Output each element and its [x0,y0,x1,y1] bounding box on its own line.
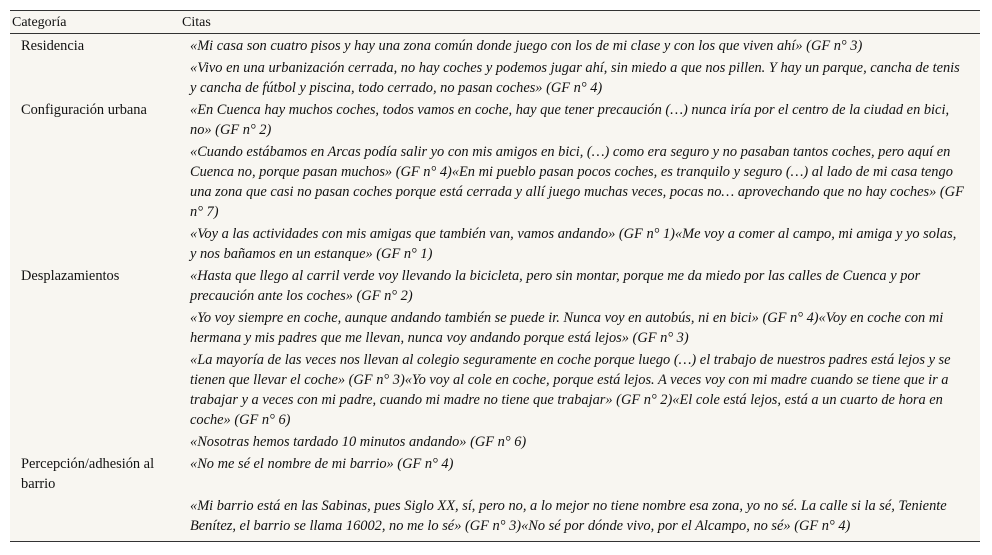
quote-cell: «Nosotras hemos tardado 10 minutos andando» (GF n° 6) [182,431,980,453]
header-quotes: Citas [182,11,980,34]
quote-cell: «Mi casa son cuatro pisos y hay una zona común donde juego con los de mi clase y con los que viven ahí» (GF n° 3) [182,34,980,58]
quote-cell: «En Cuenca hay muchos coches, todos vamos en coche, hay que tener precaución (…) nunca iría por el centro de la ciudad en bici, no» (GF n° 2) [182,99,980,141]
quote-cell: «Cuando estábamos en Arcas podía salir yo con mis amigos en bici, (…) como era seguro y no pasaban tantos coches, pero aquí en Cuenca no, porque pasan muchos» (GF n° 4)«En mi pueblo pasan pocos coches, es tranquilo y seguro (…) al lado de mi casa tengo una zona que casi no pasan coches porque está cerrada y allí juego muchas veces, pocas no… aprovechando que no hay coches» (GF n° 7) [182,141,980,223]
table-row [10,265,980,307]
table-row [10,495,980,542]
table-row [10,57,980,99]
quote-cell: «Voy a las actividades con mis amigas que también van, vamos andando» (GF n° 1)«Me voy a comer al campo, mi amiga y yo solas, y nos bañamos en un estanque» (GF n° 1) [182,223,980,265]
quote-cell: «Mi barrio está en las Sabinas, pues Siglo XX, sí, pero no, a lo mejor no tiene nombre esa zona, yo no sé. La calle si la sé, Teniente Benítez, el barrio se llama 16002, no me lo sé» (GF n° 3)«No sé por dónde vivo, por el Alcampo, no sé» (GF n° 4) [182,495,980,542]
category-cell: Configuración urbana [10,99,182,141]
quote-cell: «No me sé el nombre de mi barrio» (GF n° 4) [182,453,980,495]
category-cell: Percepción/adhesión al barrio [10,453,182,495]
table-row [10,223,980,265]
table-row [10,307,980,349]
table-row [10,453,980,495]
quotes-table-container [10,10,980,542]
category-cell [10,307,182,349]
quote-cell: «Yo voy siempre en coche, aunque andando también se puede ir. Nunca voy en autobús, ni en bici» (GF n° 4)«Voy en coche con mi hermana y mis padres que me llevan, nunca voy andando porque está lejos» (GF n° 3) [182,307,980,349]
table-row [10,99,980,141]
quotes-table [10,10,980,542]
header-category: Categoría [10,11,182,34]
table-row [10,431,980,453]
table-row [10,349,980,431]
quote-cell: «Vivo en una urbanización cerrada, no hay coches y podemos jugar ahí, sin miedo a que nos pillen. Y hay un parque, cancha de tenis y cancha de fútbol y piscina, todo cerrado, no pasan coches» (GF n° 4) [182,57,980,99]
quote-cell: «Hasta que llego al carril verde voy llevando la bicicleta, pero sin montar, porque me da miedo por las calles de Cuenca y por precaución ante los coches» (GF n° 2) [182,265,980,307]
table-row [10,141,980,223]
quote-cell: «La mayoría de las veces nos llevan al colegio seguramente en coche porque luego (…) el trabajo de nuestros padres está lejos y se tienen que llevar el coche» (GF n° 3)«Yo voy al cole en coche, porque está lejos. A veces voy con mi madre cuando se tiene que ir a trabajar y a veces con mi padre, cuando mi madre no tiene que trabajar» (GF n° 2)«El cole está lejos, está a un cuarto de hora en coche» (GF n° 6) [182,349,980,431]
category-cell [10,141,182,223]
category-cell [10,495,182,542]
category-cell [10,57,182,99]
category-cell: Desplazamientos [10,265,182,307]
category-cell [10,223,182,265]
table-header-row [10,11,980,34]
category-cell [10,431,182,453]
category-cell: Residencia [10,34,182,58]
table-row [10,34,980,58]
category-cell [10,349,182,431]
